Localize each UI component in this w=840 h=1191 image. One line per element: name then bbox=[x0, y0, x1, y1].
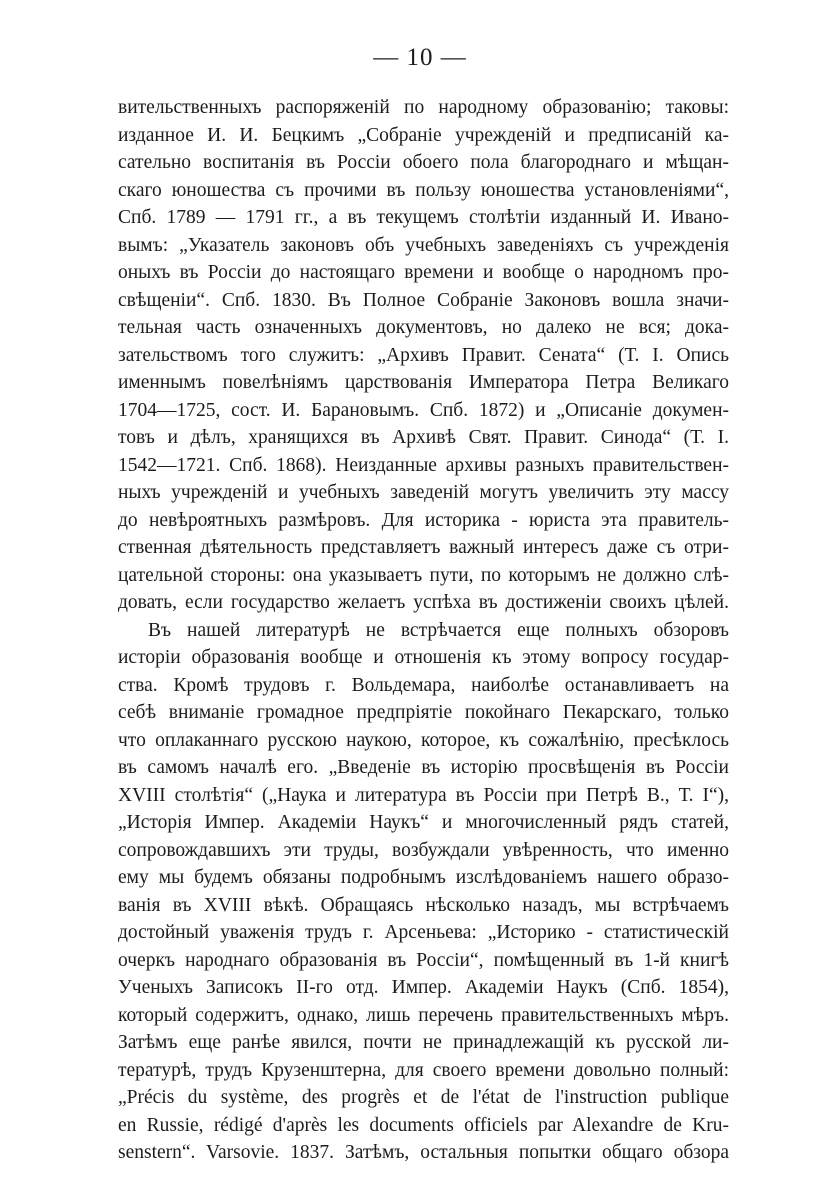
text-line: очеркъ народнаго образованія въ Россіи“, помѣщенный въ 1-й книгѣ bbox=[118, 949, 729, 971]
text-line: достойный уваженія трудъ г. Арсеньева: „Историко - статистическій bbox=[118, 922, 729, 943]
page-number: — 10 — bbox=[373, 44, 467, 71]
text-line: ему мы будемъ обязаны подробнымъ изслѣдованіемъ нашего образо- bbox=[118, 867, 729, 888]
text-line: себѣ вниманіе громадное предпріятіе покойнаго Пекарскаго, только bbox=[118, 702, 729, 723]
text-line: оныхъ въ Россіи до настоящаго времени и вообще о народномъ про- bbox=[118, 262, 729, 283]
text-line: ственная дѣятельность представляетъ важный интересъ даже съ отри- bbox=[118, 537, 729, 558]
text-line: ванія въ XVIII вѣкѣ. Обращаясь нѣсколько назадъ, мы встрѣчаемъ bbox=[118, 894, 729, 916]
text-line: зательствомъ того служитъ: „Архивъ Правит. Сената“ (Т. I. Опись bbox=[118, 344, 729, 366]
text-line: „Исторія Импер. Академіи Наукъ“ и многочисленный рядъ статей, bbox=[118, 812, 729, 833]
text-line: именнымъ повелѣніямъ царствованія Императора Петра Великаго bbox=[118, 372, 729, 393]
text-line: 1704—1725, сост. И. Барановымъ. Спб. 1872) и „Описаніе докумен- bbox=[118, 399, 729, 421]
text-line: 1542—1721. Спб. 1868). Неизданные архивы разныхъ правительствен- bbox=[118, 454, 729, 476]
text-line: senstern“. Varsovie. 1837. Затѣмъ, остальныя попытки общаго обзора bbox=[118, 1142, 729, 1163]
text-line: цательной стороны: она указываетъ пути, по которымъ не должно слѣ- bbox=[118, 564, 729, 586]
text-line: исторіи образованія вообще и отношенія къ этому вопросу государ- bbox=[118, 647, 729, 668]
text-line: Затѣмъ еще ранѣе явился, почти не принадлежащій къ русской ли- bbox=[118, 1032, 729, 1053]
text-line: изданное И. И. Бецкимъ „Собраніе учрежденій и предписаній ка- bbox=[118, 124, 729, 146]
body-text bbox=[118, 94, 729, 1167]
text-line: en Russie, rédigé d'après les documents officiels par Alexandre de Kru- bbox=[118, 1114, 729, 1136]
text-line: который содержитъ, однако, лишь перечень правительственныхъ мѣръ. bbox=[118, 1004, 729, 1026]
text-line: „Précis du système, des progrès et de l'état de l'instruction publique bbox=[118, 1087, 729, 1108]
text-line: вительственныхъ распоряженій по народному образованію; таковы: bbox=[118, 97, 729, 118]
text-line: въ самомъ началѣ его. „Введеніе въ исторію просвѣщенія въ Россіи bbox=[118, 757, 729, 778]
text-line: сопровождавшихъ эти труды, возбуждали увѣренность, что именно bbox=[118, 839, 729, 861]
text-line: Ученыхъ Записокъ II-го отд. Импер. Академіи Наукъ (Спб. 1854), bbox=[118, 977, 729, 998]
text-line: ства. Кромѣ трудовъ г. Вольдемара, наиболѣе останавливаетъ на bbox=[118, 674, 729, 696]
text-line: тельная часть означенныхъ документовъ, но далеко не вся; дока- bbox=[118, 317, 729, 338]
text-line: тературѣ, трудъ Крузенштерна, для своего времени довольно полный: bbox=[118, 1059, 729, 1081]
text-line: Спб. 1789 — 1791 гг., а въ текущемъ столѣтіи изданный И. Ивано- bbox=[118, 207, 729, 228]
text-line: товъ и дѣлъ, хранящихся въ Архивѣ Свят. Правит. Синода“ (Т. I. bbox=[118, 427, 729, 448]
text-line: Въ нашей литературѣ не встрѣчается еще полныхъ обзоровъ bbox=[148, 619, 729, 641]
text-line: сательно воспитанія въ Россіи обоего пола благороднаго и мѣщан- bbox=[118, 152, 729, 173]
text-line: скаго юношества съ прочими въ пользу юношества установленіями“, bbox=[118, 179, 729, 201]
text-line: XVIII столѣтія“ („Наука и литература въ Россіи при Петрѣ В., Т. I“), bbox=[118, 784, 729, 806]
text-line: вымъ: „Указатель законовъ объ учебныхъ заведеніяхъ съ учрежденія bbox=[118, 234, 729, 256]
text-line: что оплаканнаго русскою наукою, которое, къ сожалѣнію, пресѣклось bbox=[118, 729, 729, 751]
text-line: свѣщеніи“. Спб. 1830. Въ Полное Собраніе Законовъ вошла значи- bbox=[118, 289, 729, 311]
text-line: ныхъ учрежденій и учебныхъ заведеній могутъ увеличить эту массу bbox=[118, 482, 729, 503]
text-line: довать, если государство желаетъ успѣха въ достиженіи своихъ цѣлей. bbox=[118, 592, 729, 613]
text-line: до невѣроятныхъ размѣровъ. Для историка - юриста эта правитель- bbox=[118, 509, 729, 531]
